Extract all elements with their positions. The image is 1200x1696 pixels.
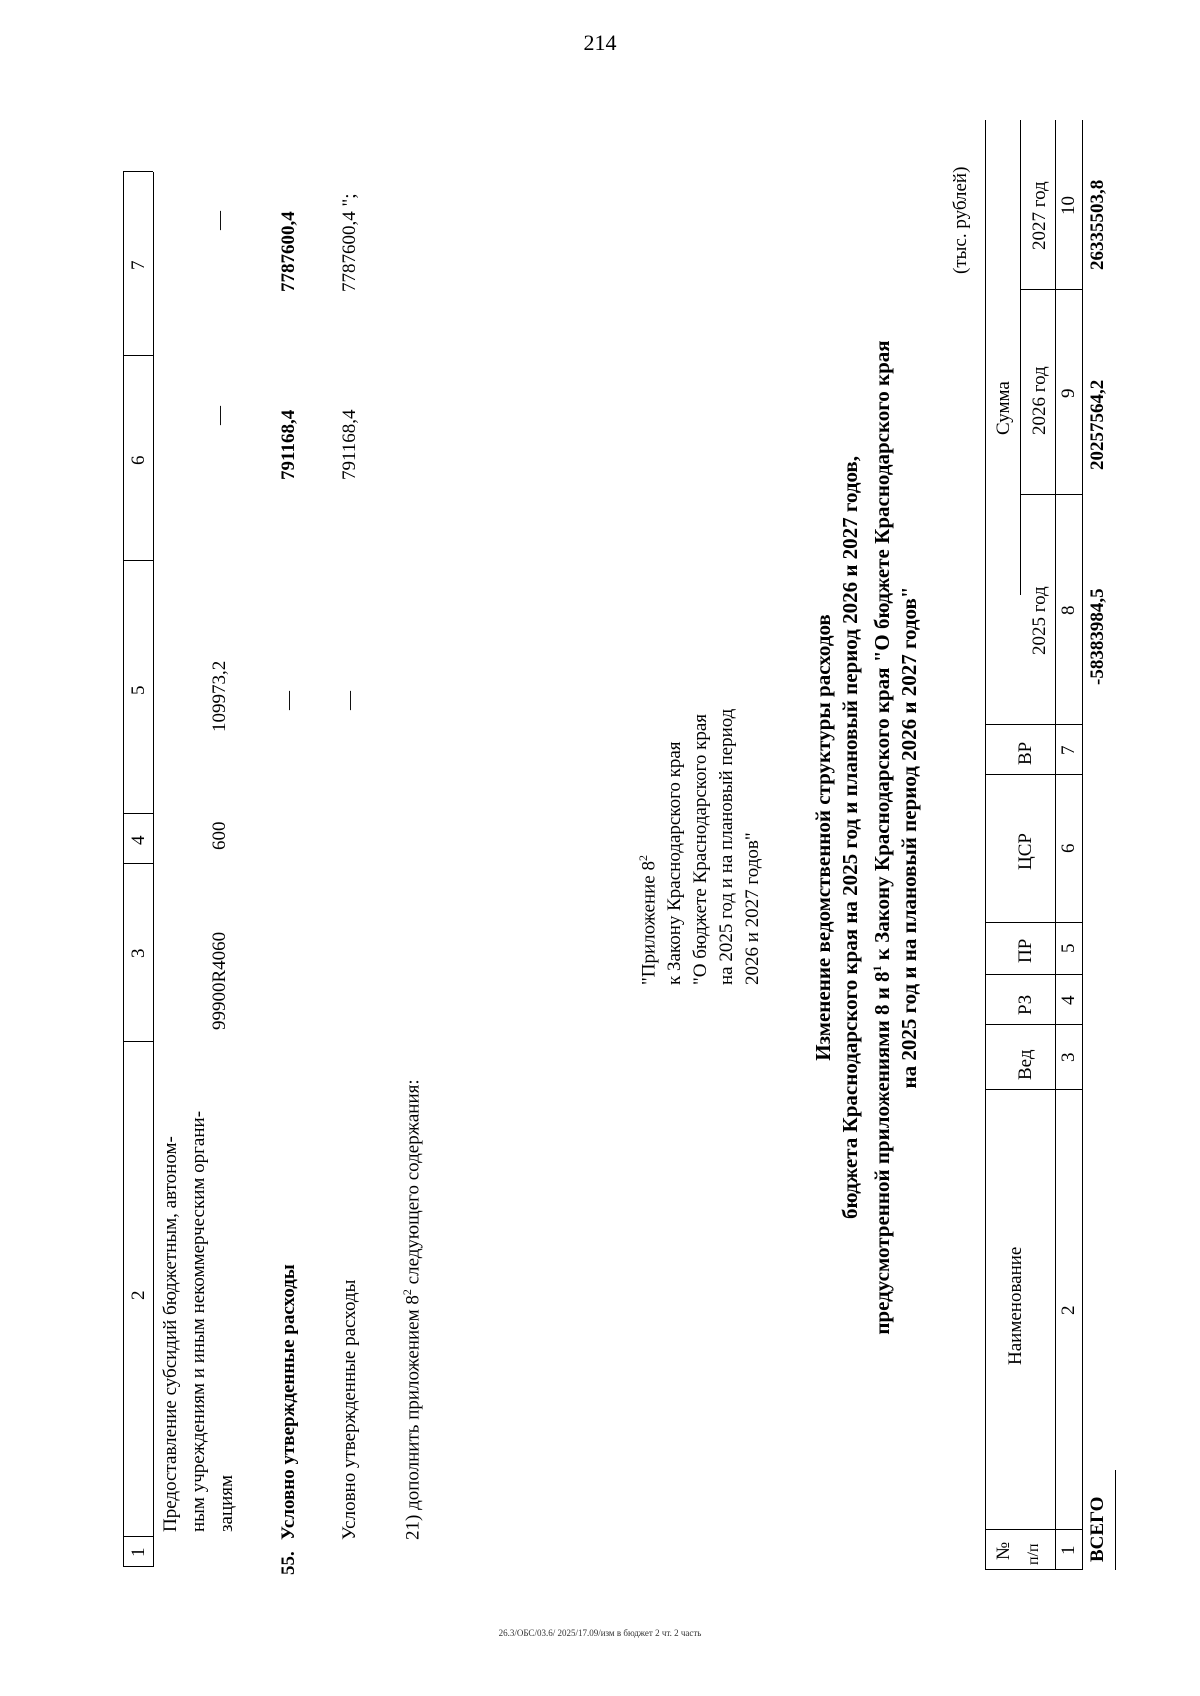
col-divider bbox=[123, 863, 153, 864]
t2-top-border bbox=[985, 120, 986, 1570]
header-col-7: 7 bbox=[128, 260, 149, 270]
t2-num-3: 3 bbox=[1058, 1052, 1079, 1062]
appendix-line2: к Закону Краснодарского края bbox=[664, 741, 686, 985]
footer-note: 26.3/ОБС/03.6/ 2025/17.09/изм в бюджет 2 чт. 2 часть bbox=[498, 1628, 702, 1638]
header-col-6: 6 bbox=[128, 455, 149, 465]
row2-col7: 7787600,4 bbox=[278, 211, 299, 292]
t2-col-divider bbox=[985, 774, 1082, 775]
col-divider bbox=[123, 813, 153, 814]
t2-total-label: ВСЕГО bbox=[1087, 1496, 1108, 1562]
t2-col-divider bbox=[1020, 494, 1082, 495]
t2-col-divider bbox=[985, 974, 1082, 975]
row1-col5: 109973,2 bbox=[209, 660, 230, 732]
row3-col7: 7787600,4 "; bbox=[339, 193, 360, 292]
header-col-3: 3 bbox=[128, 948, 149, 958]
t2-header-vr: ВР bbox=[1015, 741, 1036, 765]
appendix-line1: "Приложение $8^2$ bbox=[636, 855, 660, 985]
table-top-border bbox=[123, 172, 124, 1567]
t2-total-2025: -58383984,5 bbox=[1087, 588, 1108, 685]
t2-header-2026: 2026 год bbox=[1029, 366, 1050, 435]
header-col-5: 5 bbox=[128, 685, 149, 695]
row1-name-line3: зациям bbox=[216, 1474, 237, 1532]
col-divider bbox=[123, 171, 153, 172]
col-divider bbox=[123, 560, 153, 561]
t2-total-underline bbox=[1115, 1470, 1116, 1570]
header-col-2: 2 bbox=[128, 1290, 149, 1300]
title-line1: Изменение ведомственной структуры расходов bbox=[811, 614, 835, 1061]
rotated-page-content bbox=[125, 105, 1140, 1575]
t2-header-sum: Сумма bbox=[993, 381, 1014, 435]
col-divider bbox=[123, 1041, 153, 1042]
item-21-text: 21) дополнить приложением $8^2$ следующего содержания: bbox=[400, 1079, 424, 1540]
t2-num-6: 6 bbox=[1058, 843, 1079, 853]
t2-header-num: № bbox=[993, 1541, 1014, 1560]
page-number: 214 bbox=[583, 30, 617, 55]
t2-col-divider bbox=[985, 724, 1082, 725]
col-divider bbox=[123, 355, 153, 356]
col-divider bbox=[123, 1566, 153, 1567]
row3-col5: — bbox=[339, 691, 360, 710]
t2-header-2027: 2027 год bbox=[1029, 181, 1050, 250]
appendix-header bbox=[630, 709, 766, 985]
t2-num-7: 7 bbox=[1058, 745, 1079, 755]
title-line2: бюджета Краснодарского края на 2025 год и плановый период 2026 и 2027 годов, bbox=[838, 455, 862, 1220]
t2-total-2026: 20257564,2 bbox=[1087, 379, 1108, 470]
units-label: (тыс. рублей) bbox=[950, 166, 971, 274]
t2-num-8: 8 bbox=[1058, 605, 1079, 615]
t2-col-divider bbox=[985, 1024, 1082, 1025]
t2-num-2: 2 bbox=[1058, 1305, 1079, 1315]
row1-vr: 600 bbox=[209, 821, 230, 850]
appendix-line4: на 2025 год и на плановый период bbox=[716, 708, 738, 985]
t2-header-bottom bbox=[1055, 120, 1056, 1570]
col-divider bbox=[123, 1536, 153, 1537]
row1-name-line1: Предоставление субсидий бюджетным, автоном- bbox=[160, 1136, 181, 1532]
appendix-line5: 2026 и 2027 годов" bbox=[742, 832, 764, 985]
row1-col6: — bbox=[209, 406, 230, 425]
t2-sum-divider bbox=[1020, 120, 1021, 595]
t2-col-divider bbox=[985, 922, 1082, 923]
row3-name: Условно утвержденные расходы bbox=[339, 1279, 360, 1540]
appendix-line3: "О бюджете Краснодарского края bbox=[690, 713, 712, 985]
row2-num: 55. bbox=[278, 1551, 299, 1575]
t2-header-rz: РЗ bbox=[1015, 994, 1036, 1015]
t2-header-num2: п/п bbox=[1025, 1543, 1042, 1565]
row2-col5: — bbox=[278, 691, 299, 710]
row2-col6: 791168,4 bbox=[278, 409, 299, 480]
t2-header-2025: 2025 год bbox=[1029, 586, 1050, 655]
t2-header-csr: ЦСР bbox=[1015, 833, 1036, 870]
table-header-bottom-border bbox=[153, 172, 154, 1567]
t2-col-divider bbox=[985, 1529, 1082, 1530]
t2-num-1: 1 bbox=[1058, 1545, 1079, 1555]
row1-col7: — bbox=[209, 211, 230, 230]
document-title bbox=[810, 105, 923, 1570]
t2-col-divider bbox=[1020, 289, 1082, 290]
t2-num-9: 9 bbox=[1058, 388, 1079, 398]
title-line4: на 2025 год и на плановый период 2026 и 2027 годов" bbox=[897, 586, 921, 1089]
t2-num-5: 5 bbox=[1058, 943, 1079, 953]
row3-col6: 791168,4 bbox=[339, 409, 360, 480]
t2-num-10: 10 bbox=[1058, 196, 1079, 215]
t2-col-divider bbox=[985, 1089, 1082, 1090]
t2-col-divider bbox=[985, 1569, 1082, 1570]
t2-total-2027: 26335503,8 bbox=[1087, 179, 1108, 270]
title-line3: предусмотренной приложениями 8 и $8^1$ к Закону Краснодарского края "О бюджете Краснодарского края bbox=[870, 340, 894, 1335]
header-col-1: 1 bbox=[128, 1547, 149, 1557]
row1-name-line2: ным учреждениям и иным некоммерческим органи- bbox=[188, 1110, 209, 1532]
row1-csr: 99900R4060 bbox=[209, 931, 230, 1030]
t2-numrow-bottom bbox=[1082, 120, 1083, 1570]
t2-header-name: Наименование bbox=[1005, 1246, 1026, 1365]
row2-name: Условно утвержденные расходы bbox=[278, 1264, 299, 1540]
t2-header-pr: ПР bbox=[1015, 938, 1036, 963]
header-col-4: 4 bbox=[128, 835, 149, 845]
t2-header-ved: Вед bbox=[1015, 1049, 1036, 1080]
t2-num-4: 4 bbox=[1058, 995, 1079, 1005]
